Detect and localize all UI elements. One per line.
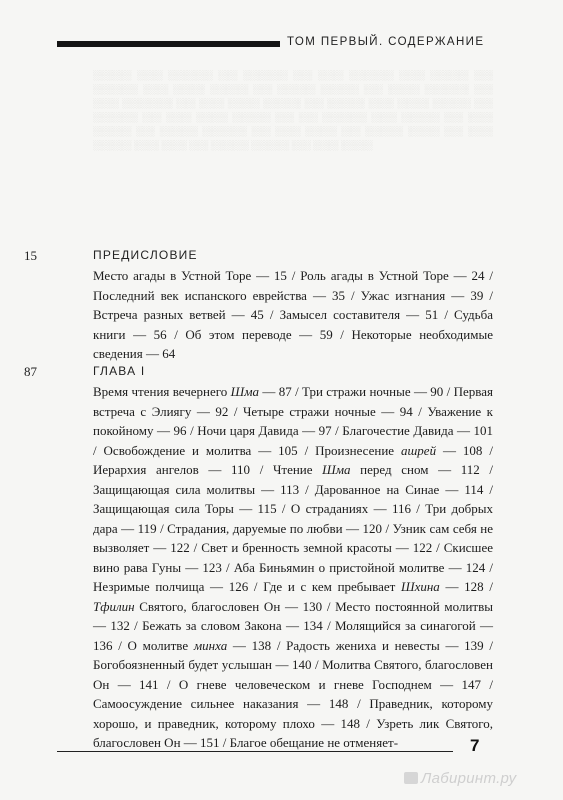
entry-text: — 108 (436, 442, 483, 458)
toc-entry[interactable]: Защищающая сила Торы — 115 (93, 501, 277, 516)
toc-entry[interactable]: Об этом переводе — 59 (185, 326, 333, 342)
toc-entry[interactable]: Незримые полчища — 126 (93, 579, 249, 594)
entry-separator: / (299, 481, 315, 497)
toc-entry[interactable]: Некоторые необходимые сведения — 64 (93, 326, 493, 361)
toc-entry[interactable]: О гневе человеческом и гневе Господнем — 147 (178, 676, 481, 692)
toc-entry[interactable]: Защищающая сила молитвы — 113 (93, 481, 300, 497)
toc-entry[interactable]: Три стражи ночные — 90 (302, 384, 444, 399)
toc-entry[interactable]: Аба Биньямин о пристойной молитве — 124 (233, 559, 486, 575)
toc-entry[interactable] (273, 462, 480, 477)
toc-entry[interactable]: Молитва Святого, благословен Он — 141 (93, 657, 493, 692)
entry-italic-term: Шма (230, 384, 259, 399)
entry-separator: / (248, 579, 264, 594)
toc-entry[interactable]: Праведник, которому хорошо, и праведник, которому плохо — 148 (93, 696, 493, 731)
bleed-through-texture: ░░░░░░ ░░░░ ░░░░░░░ ░░░ ░░░░░░░ ░░░ ░░░░ ░░░░░░░ ░░░░ ░░░░░░ ░░░ ░░░░░░░ ░░░░ ░░░░░ ░░░░░░ ░░░ ░░░░░░ ░░░░░░ ░░░ ░░░░░ ░░░░░░░ ░░░ ░░░░ ░░░░░░░░ ░░░ ░░░░ ░░░░░ ░░░░░░ ░░░ ░░░░░░ ░░░░ ░░░░░ ░░░░░░ ░░░ ░░░░░░░ ░░░ ░░░░ ░░░░░ ░░░░░░ ░░░ ░░░ ░░░░░░░ ░░░░ ░░░░░░ ░░░ ░░░░ ░░░░░░ ░░░ ░░░░░░ ░░░░░░░ ░░░ ░░░░ ░░░░░ ░░░ ░░░░░░ ░░░░░ ░░░ ░░░░ ░░░░░░ ░░░░ ░░░░ ░░░ ░░░░░░ ░░░░░░ ░░░ ░░░░ ░░░░░ (93, 70, 493, 150)
toc-entry[interactable]: Узреть лик Святого, благословен Он — 151 (93, 715, 493, 750)
toc-entry[interactable]: Иерархия ангелов — 110 (93, 462, 251, 477)
entry-separator: / (129, 618, 143, 633)
entry-text: перед сном — 112 (350, 462, 480, 477)
toc-entry[interactable]: Свет и бренность земной красоты — 122 (201, 540, 433, 555)
entry-separator: / (332, 326, 352, 342)
entry-separator: / (479, 462, 493, 477)
entry-separator: / (158, 676, 179, 692)
entry-italic-term: Тфилин (93, 598, 135, 614)
watermark-text: Лабиринт.ру (421, 770, 517, 787)
entry-separator: / (276, 501, 291, 516)
entry-separator: / (412, 403, 428, 419)
entry-text: — 128 (439, 579, 484, 594)
toc-entry[interactable]: Последний век испанского еврейства — 35 (93, 287, 345, 303)
toc-entry[interactable]: Молящийся за синагогой — 136 (93, 618, 493, 653)
entry-separator: / (382, 520, 393, 536)
watermark (404, 770, 516, 787)
entry-separator: / (483, 287, 493, 303)
entry-separator: / (483, 579, 493, 594)
entry-separator: / (443, 384, 454, 399)
toc-entry[interactable]: Встреча разных ветвей — 45 (93, 307, 264, 322)
entry-separator: / (186, 423, 198, 438)
entry-separator: / (322, 598, 336, 614)
toc-entry[interactable]: Место агады в Устной Торе — 15 (93, 268, 287, 283)
bottom-rule (57, 751, 453, 752)
section-heading: ГЛАВА I (93, 364, 146, 378)
toc-entry[interactable]: Узник сам себя не вызволяет — 122 (93, 520, 493, 555)
toc-entry[interactable]: Место постоянной молитвы — 132 (93, 598, 493, 633)
entry-italic-term: минха (193, 637, 228, 653)
entry-separator: / (156, 520, 168, 536)
entry-separator: / (311, 657, 323, 672)
entry-separator: / (360, 715, 377, 731)
toc-entry[interactable]: Роль агады в Устной Торе — 24 (300, 268, 485, 283)
entry-separator: / (219, 735, 230, 750)
toc-entry[interactable]: Ночи царя Давида — 97 (197, 423, 332, 438)
entry-separator: / (482, 442, 493, 458)
toc-entry[interactable] (263, 579, 483, 594)
top-rule (57, 41, 280, 47)
toc-entry[interactable]: Самоосуждение сильнее наказания — 148 (93, 696, 349, 711)
entry-text: О молитве (127, 637, 194, 653)
entry-text: Чтение (272, 462, 323, 477)
entry-text: Святого, благословен Он — 130 (134, 598, 323, 614)
toc-entry[interactable]: Замысел составителя — 51 (279, 307, 439, 322)
entry-separator: / (485, 559, 493, 575)
entry-separator: / (483, 481, 493, 497)
toc-entries (93, 266, 493, 364)
watermark-logo-icon (404, 772, 418, 784)
toc-entry[interactable] (315, 443, 482, 458)
entry-text: Где и с кем пребывает (263, 579, 402, 594)
entry-text: — 87 (259, 384, 292, 399)
toc-entry[interactable]: Освобождение и молитва — 105 (103, 442, 298, 458)
entry-italic-term: ашрей (400, 442, 437, 458)
toc-entry[interactable]: Благое обещание не отменяет- (229, 735, 399, 750)
entry-text: — 138 (227, 637, 272, 653)
running-header: ТОМ ПЕРВЫЙ. СОДЕРЖАНИЕ (287, 36, 485, 48)
toc-entry[interactable] (93, 599, 322, 614)
section-heading: ПРЕДИСЛОВИЕ (93, 248, 198, 262)
entry-separator: / (322, 618, 336, 633)
toc-entry[interactable]: Первая встреча с Элиягу — 92 (93, 384, 494, 419)
entry-separator: / (344, 287, 361, 303)
entry-separator: / (221, 559, 234, 575)
entry-separator: / (480, 676, 493, 692)
toc-entry[interactable]: Дарованное на Синае — 114 (314, 481, 484, 497)
page-number: 7 (470, 736, 480, 755)
entry-separator: / (166, 326, 186, 342)
toc-entry[interactable]: Скисшее вино рава Гуны — 123 (93, 540, 493, 575)
toc-entry[interactable]: Страдания, даруемые по любви — 120 (167, 520, 383, 536)
entry-separator: / (263, 307, 280, 322)
entry-italic-term: Шма (322, 462, 351, 477)
toc-entry[interactable]: Три добрых дара — 119 (93, 501, 493, 536)
entry-separator: / (93, 442, 104, 458)
entry-text: Произнесение (315, 442, 401, 458)
entry-separator: / (189, 540, 202, 555)
entry-separator: / (228, 403, 243, 419)
toc-entry[interactable] (128, 638, 272, 653)
toc-entry[interactable]: Ужас изгнания — 39 (360, 287, 484, 303)
entry-separator: / (331, 423, 343, 438)
entry-separator: / (410, 501, 426, 516)
entry-separator: / (286, 268, 301, 283)
toc-entry[interactable]: Радость жениха и невесты — 139 (286, 637, 484, 653)
toc-entry[interactable]: Четыре стражи ночные — 94 (242, 403, 413, 419)
entry-text: Время чтения вечернего (93, 384, 231, 399)
entry-separator: / (112, 637, 128, 653)
section-page-number: 87 (24, 364, 37, 379)
entry-italic-term: Шхина (401, 579, 440, 594)
entry-separator: / (297, 442, 316, 458)
toc-entry[interactable]: Судьба книги — 56 (93, 307, 493, 342)
toc-entries (93, 382, 493, 753)
toc-entry[interactable]: Уважение к покойному — 96 (93, 403, 493, 438)
entry-separator: / (271, 637, 287, 653)
section-page-number: 15 (24, 248, 37, 263)
toc-entry[interactable]: О страданиях — 116 (290, 501, 411, 516)
entry-separator: / (484, 268, 493, 283)
toc-entry[interactable]: Богобоязненный будет услышан — 140 (93, 657, 312, 672)
toc-entry[interactable] (93, 384, 292, 399)
entry-separator: / (438, 307, 455, 322)
entry-separator: / (250, 462, 273, 477)
entry-separator: / (348, 696, 370, 711)
entry-separator: / (483, 637, 493, 653)
toc-entry[interactable]: Бежать за словом Закона — 134 (142, 618, 323, 633)
entry-separator: / (432, 540, 444, 555)
toc-entry[interactable]: Благочестие Давида — 101 (342, 423, 493, 438)
entry-separator: / (291, 384, 303, 399)
